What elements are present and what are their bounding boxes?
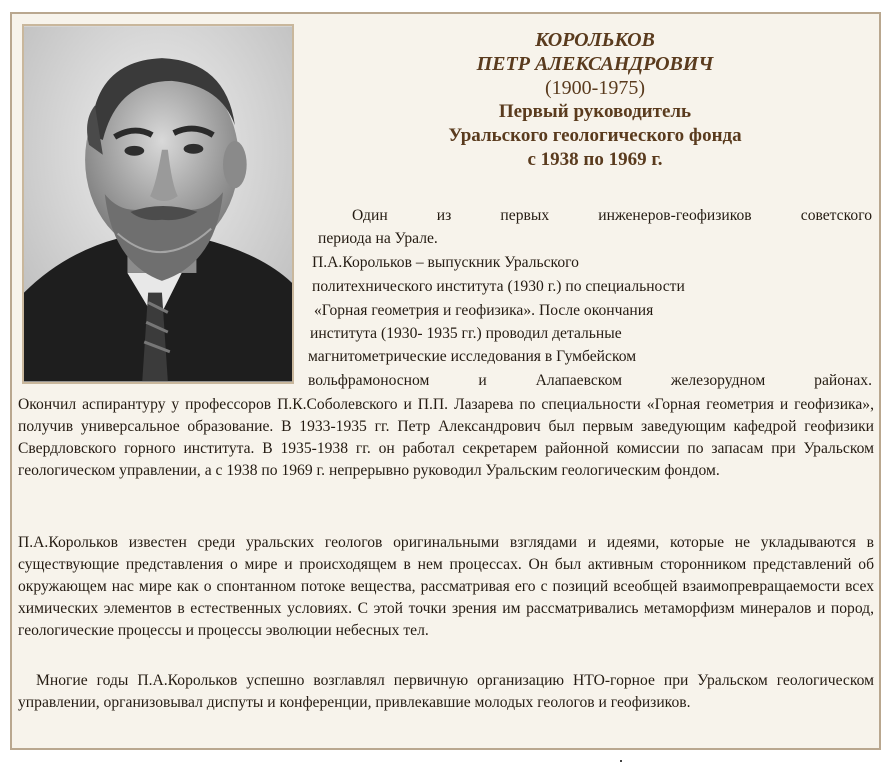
paragraph-education: Окончил аспирантуру у профессоров П.К.Соболевского и П.П. Лазарева по специальности «Горная геометрия и геофизика», получив универсальное образование. В 1933-1935 гг. Петр Александрович был первым заведующим кафедрой геофизики Свердловского горного института. В 1935-1938 гг. он работал секретарем районной комиссии по запасам при Уральском геологическом управлении, а с 1938 по 1969 г. непрерывно руководил Уральским геологическим фондом.	[18, 396, 874, 479]
portrait-icon	[24, 26, 292, 382]
side-text-line: П.А.Корольков – выпускник Уральского	[312, 254, 579, 271]
portrait-photo	[22, 24, 294, 384]
side-text-line: вольфрамоносном и Алапаевском железорудном районах.	[308, 372, 872, 389]
role-line-1: Первый руководитель	[498, 101, 692, 122]
scan-mark	[620, 760, 622, 762]
life-years: (1900-1975)	[545, 77, 645, 99]
heading-block	[300, 28, 890, 172]
side-text-line: магнитометрические исследования в Гумбейском	[308, 348, 637, 365]
paragraph-views: П.А.Корольков известен среди уральских геологов оригинальными взглядами и идеями, которые не укладываются в существующие представления о мире и происходящем в нем процессах. Он был активным сторонником представлений об окружающем нас мире как о спонтанном потоке вещества, рассматривая его с позиций всеобщей взаимопревращаемости всех химических элементов в естественных условиях. С этой точки зрения им рассматривались метаморфизм минералов и пород, геологические процессы и процессы эволюции небесных тел.	[18, 534, 874, 639]
surname: КОРОЛЬКОВ	[535, 29, 655, 51]
paragraph-community: Многие годы П.А.Корольков успешно возглавлял первичную организацию НТО-горное при Уральском геологическом управлении, организовывал диспуты и конференции, привлекавшие молодых геологов и геофизиков.	[18, 672, 874, 711]
role-line-2: Уральского геологического фонда	[448, 125, 742, 146]
side-text-line: периода на Урале.	[318, 230, 438, 247]
side-text-line: политехнического института (1930 г.) по специальности	[312, 278, 685, 295]
given-names: ПЕТР АЛЕКСАНДРОВИЧ	[476, 53, 714, 75]
side-text-line: Один из первых инженеров-геофизиков советского	[352, 207, 872, 224]
side-text-line: института (1930- 1935 гг.) проводил детальные	[310, 325, 622, 342]
side-text-line: «Горная геометрия и геофизика». После окончания	[314, 302, 654, 319]
role-line-3: с 1938 по 1969 г.	[527, 149, 663, 170]
